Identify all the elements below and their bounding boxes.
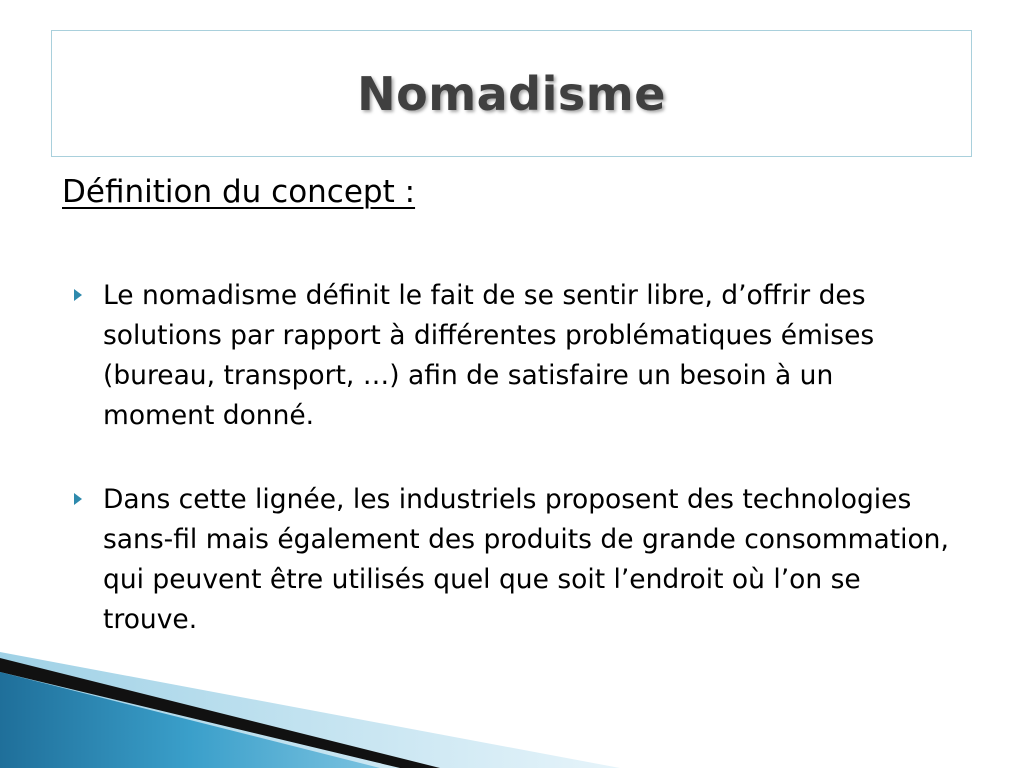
title-box — [51, 30, 972, 157]
bullet-text: Le nomadisme définit le fait de se sentir libre, d’offrir des solutions par rapport à différentes problématiques émises (bureau, transport, …) afin de satisfaire un besoin à un moment donné. — [103, 280, 875, 431]
subheading: Définition du concept : — [62, 174, 416, 210]
triangle-right-icon — [74, 289, 82, 301]
bullet-item — [72, 276, 952, 436]
decor-blue-band — [0, 672, 380, 768]
triangle-right-icon — [74, 493, 82, 505]
bullet-text: Dans cette lignée, les industriels proposent des technologies sans-fil mais également des produits de grande consommation, qui peuvent être utilisés quel que soit l’endroit où l’on se trouve. — [103, 484, 949, 635]
slide-title: Nomadisme — [357, 66, 666, 121]
bullet-item — [72, 480, 952, 640]
bullet-list — [72, 276, 952, 684]
